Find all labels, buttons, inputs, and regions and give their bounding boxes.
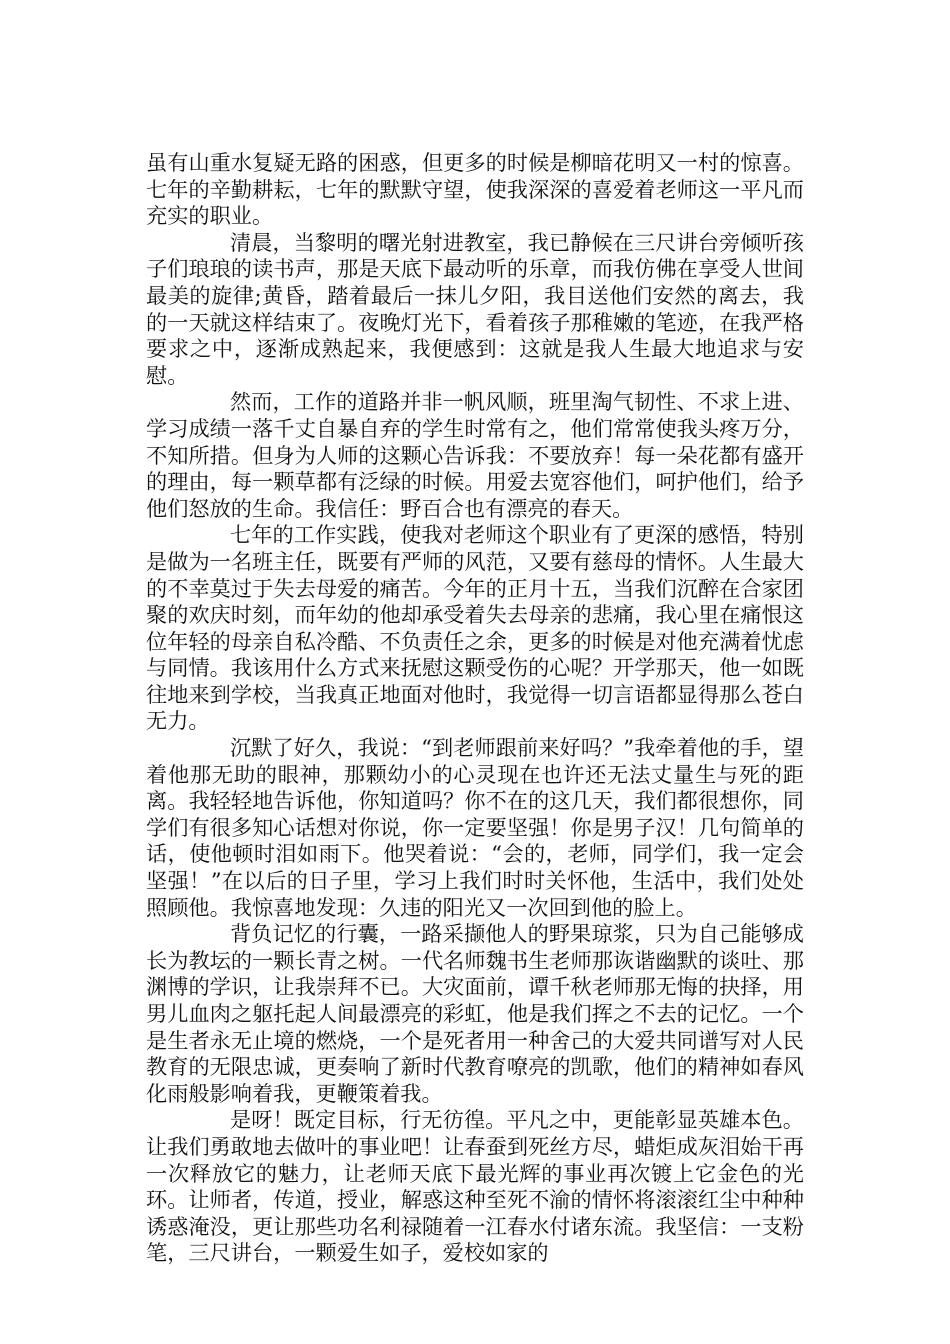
paragraph-4: 七年的工作实践，使我对老师这个职业有了更深的感悟，特别是做为一名班主任，既要有严师的风范，又要有慈母的情怀。人生最大的不幸莫过于失去母爱的痛苦。今年的正月十五，当我们沉醉在合家团聚的欢庆时刻，而年幼的他却承受着失去母亲的悲痛，我心里在痛恨这位年轻的母亲自私冷酷、不负责任之余，更多的时候是对他充满着忧虑与同情。我该用什么方式来抚慰这颗受伤的心呢？开学那天，他一如既往地来到学校，当我真正地面对他时，我觉得一切言语都显得那么苍白无力。 — [146, 522, 804, 734]
document-page — [146, 150, 804, 1267]
paragraph-7: 是呀！既定目标，行无彷徨。平凡之中，更能彰显英雄本色。让我们勇敢地去做叶的事业吧！让春蚕到死丝方尽，蜡炬成灰泪始干再一次释放它的魅力，让老师天底下最光辉的事业再次镀上它金色的光环。让师者，传道，授业，解惑这种至死不渝的情怀将滚滚红尘中种种诱惑淹没，更让那些功名利禄随着一江春水付诸东流。我坚信：一支粉笔，三尺讲台，一颗爱生如子，爱校如家的 — [146, 1107, 804, 1266]
paragraph-6: 背负记忆的行囊，一路采撷他人的野果琼浆，只为自己能够成长为教坛的一颗长青之树。一代名师魏书生老师那诙谐幽默的谈吐、那渊博的学识，让我崇拜不已。大灾面前，谭千秋老师那无悔的抉择，用男儿血肉之躯托起人间最漂亮的彩虹，他是我们挥之不去的记忆。一个是生者永无止境的燃烧，一个是死者用一种舍己的大爱共同谱写对人民教育的无限忠诚，更奏响了新时代教育嘹亮的凯歌，他们的精神如春风化雨般影响着我，更鞭策着我。 — [146, 921, 804, 1106]
paragraph-5: 沉默了好久，我说：“到老师跟前来好吗？”我牵着他的手，望着他那无助的眼神，那颗幼小的心灵现在也许还无法丈量生与死的距离。我轻轻地告诉他，你知道吗？你不在的这几天，我们都很想你，同学们有很多知心话想对你说，你一定要坚强！你是男子汉！几句简单的话，使他顿时泪如雨下。他哭着说：“会的，老师，同学们，我一定会坚强！”在以后的日子里，学习上我们时时关怀他，生活中，我们处处照顾他。我惊喜地发现：久违的阳光又一次回到他的脸上。 — [146, 735, 804, 920]
paragraph-1: 虽有山重水复疑无路的困惑，但更多的时候是柳暗花明又一村的惊喜。七年的辛勤耕耘，七年的默默守望，使我深深的喜爱着老师这一平凡而充实的职业。 — [146, 150, 804, 229]
paragraph-2: 清晨，当黎明的曙光射进教室，我已静候在三尺讲台旁倾听孩子们琅琅的读书声，那是天底下最动听的乐章，而我仿佛在享受人世间最美的旋律;黄昏，踏着最后一抹儿夕阳，我目送他们安然的离去，我的一天就这样结束了。夜晚灯光下，看着孩子那稚嫩的笔迹，在我严格要求之中，逐渐成熟起来，我便感到：这就是我人生最大地追求与安慰。 — [146, 229, 804, 388]
paragraph-3: 然而，工作的道路并非一帆风顺，班里淘气韧性、不求上进、学习成绩一落千丈自暴自弃的学生时常有之，他们常常使我头疼万分，不知所措。但身为人师的这颗心告诉我：不要放弃！每一朵花都有盛开的理由，每一颗草都有泛绿的时候。用爱去宽容他们，呵护他们，给予他们怒放的生命。我信任：野百合也有漂亮的春天。 — [146, 389, 804, 521]
